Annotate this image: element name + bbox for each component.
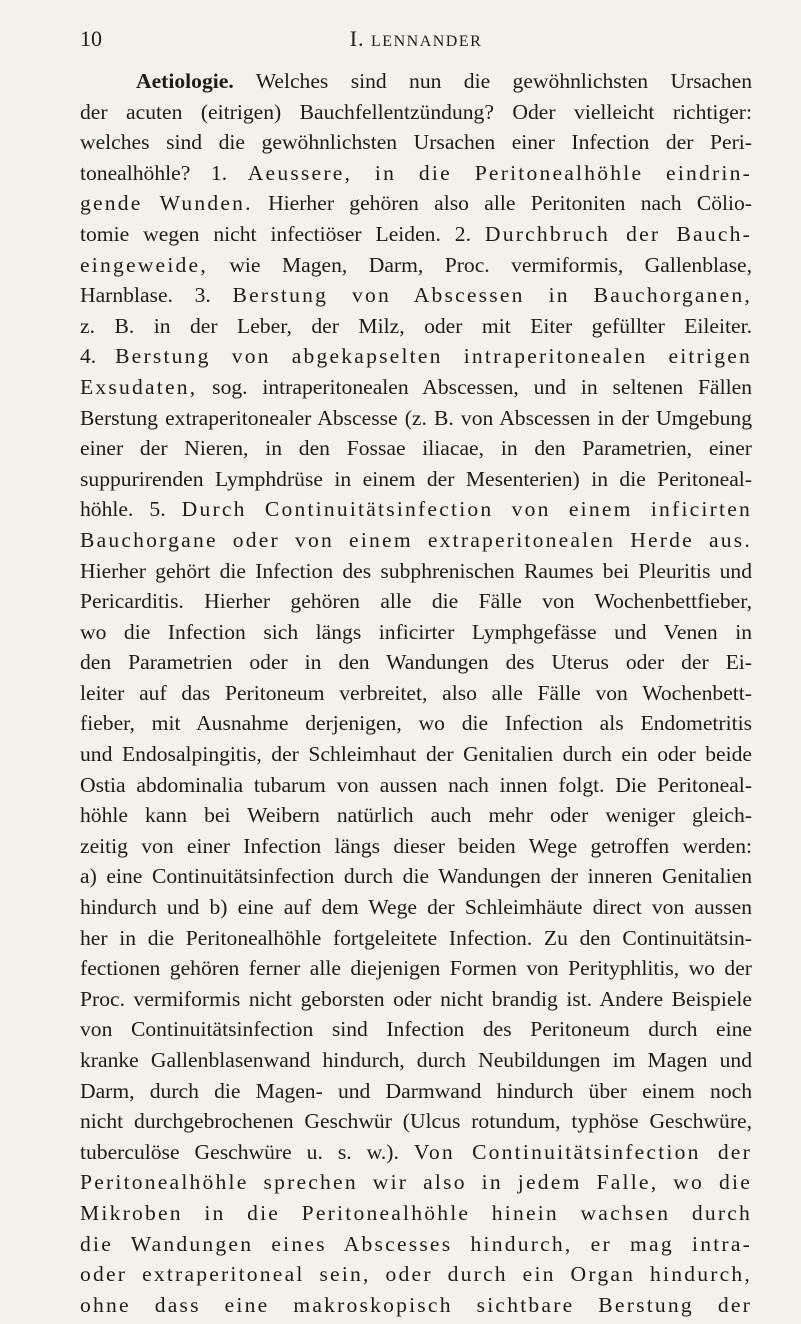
text-line: [80, 341, 752, 372]
text-line: [80, 66, 752, 97]
text-segment: Darm, durch die Magen- und Darmwand hindurch über einem noch: [80, 1078, 752, 1103]
text-line: [80, 97, 752, 128]
text-line: [80, 1198, 752, 1229]
text-line: [80, 1259, 752, 1290]
spaced-text: Exsudaten,: [80, 374, 198, 399]
text-line: [80, 586, 752, 617]
text-segment: und Endosalpingitis, der Schleimhaut der Genitalien durch ein oder beide: [80, 742, 752, 767]
spaced-text: eingeweide,: [80, 252, 208, 277]
spaced-text: die Wandungen eines Abscesses hindurch, er mag intra-: [80, 1231, 752, 1256]
text-segment: wo die Infection sich längs inficirter Lymphgefässe und Venen in: [80, 619, 752, 644]
text-segment: höhle. 5.: [80, 497, 182, 522]
text-line: [80, 219, 752, 250]
text-line: [80, 525, 752, 556]
text-segment: Welches sind nun die gewöhnlichsten Ursachen: [233, 69, 752, 93]
running-head-initial: I.: [349, 26, 372, 51]
spaced-text: Bauchorgane oder von einem extraperitonealen Herde aus.: [80, 527, 752, 552]
text-segment: fectionen gehören ferner alle diejenigen Formen von Perityphlitis, wo der: [80, 956, 752, 981]
text-line: [80, 158, 752, 189]
text-line: [80, 617, 752, 648]
text-segment: den Parametrien oder in den Wandungen des Uterus oder der Ei-: [80, 650, 752, 675]
text-line: [80, 556, 752, 587]
page-number: 10: [80, 26, 102, 51]
text-line: [80, 1014, 752, 1045]
text-line: [80, 250, 752, 281]
text-line: [80, 1106, 752, 1137]
text-segment: Proc. vermiformis nicht geborsten oder nicht brandig ist. Andere Beispiele: [80, 986, 752, 1011]
spaced-text: Peritonealhöhle sprechen wir also in jedem Falle, wo die: [80, 1170, 752, 1195]
text-line: [80, 127, 752, 158]
text-line: [80, 433, 752, 464]
text-segment: Ostia abdominalia tubarum von aussen nach innen folgt. Die Peritoneal-: [80, 772, 752, 797]
text-segment: wie Magen, Darm, Proc. vermiformis, Gallenblase,: [207, 252, 752, 277]
text-segment: welches sind die gewöhnlichsten Ursachen einer Infection der Peri-: [80, 130, 752, 155]
text-segment: tomie wegen nicht infectiöser Leiden. 2.: [80, 221, 485, 246]
text-line: [80, 1229, 752, 1260]
text-segment: fieber, mit Ausnahme derjenigen, wo die Infection als Endometritis: [80, 711, 752, 736]
spaced-text: Aeussere, in die Peritonealhöhle eindrin-: [247, 160, 752, 185]
text-segment: kranke Gallenblasenwand hindurch, durch Neubildungen im Magen und: [80, 1048, 752, 1072]
text-segment: von Continuitätsinfection sind Infection des Peritoneum durch eine: [80, 1017, 752, 1042]
text-line: [80, 984, 752, 1015]
text-segment: sog. intraperitonealen Abscessen, und in seltenen Fällen: [197, 374, 752, 399]
text-line: [80, 494, 752, 525]
text-segment: Hierher gehören also alle Peritoniten nach Cölio-: [252, 191, 752, 216]
text-line: [80, 861, 752, 892]
text-segment: Berstung extraperitonealer Abscesse (z. B. von Abscessen in der Umgebung: [80, 405, 752, 430]
text-line: [80, 311, 752, 342]
text-segment: einer der Nieren, in den Fossae iliacae, in den Parametrien, einer: [80, 436, 752, 461]
text-line: [80, 647, 752, 678]
text-line: [80, 188, 752, 219]
text-line: [80, 831, 752, 862]
text-line: [80, 1076, 752, 1107]
text-segment: Harnblase. 3.: [80, 283, 233, 308]
text-line: [80, 1290, 752, 1321]
page-header: [80, 24, 752, 54]
spaced-text: Durchbruch der Bauch-: [484, 221, 752, 246]
text-line: [80, 770, 752, 801]
spaced-text: oder extraperitoneal sein, oder durch ein Organ hindurch,: [80, 1262, 752, 1287]
running-head: [80, 24, 752, 57]
text-line: [80, 800, 752, 831]
spaced-text: gende Wunden.: [80, 191, 253, 216]
section-heading: Aetiologie.: [136, 69, 234, 93]
text-segment: 4.: [80, 344, 116, 369]
running-head-name: LENNANDER: [371, 33, 483, 50]
text-line: [80, 403, 752, 434]
spaced-text: Durch Continuitätsinfection von einem inficirten: [181, 497, 752, 522]
text-segment: Pericarditis. Hierher gehören alle die Fälle von Wochenbettfieber,: [80, 589, 752, 614]
text-segment: suppurirenden Lymphdrüse in einem der Mesenterien) in die Peritoneal-: [80, 466, 752, 491]
body-text: [80, 66, 752, 1320]
text-segment: leiter auf das Peritoneum verbreitet, also alle Fälle von Wochenbett-: [80, 680, 752, 705]
text-segment: her in die Peritonealhöhle fortgeleitete Infection. Zu den Continuitätsin-: [80, 925, 752, 950]
text-segment: höhle kann bei Weibern natürlich auch mehr oder weniger gleich-: [80, 803, 752, 828]
text-line: [80, 892, 752, 923]
spaced-text: Berstung von Abscessen in Bauchorganen,: [232, 283, 752, 308]
text-segment: Hierher gehört die Infection des subphrenischen Raumes bei Pleuritis und: [80, 558, 752, 583]
spaced-text: Von Continuitätsinfection der: [413, 1139, 752, 1164]
text-line: [80, 280, 752, 311]
text-segment: a) eine Continuitätsinfection durch die Wandungen der inneren Genitalien: [80, 864, 752, 889]
text-line: [80, 1167, 752, 1198]
text-segment: nicht durchgebrochenen Geschwür (Ulcus rotundum, typhöse Geschwüre,: [80, 1109, 752, 1134]
text-line: [80, 1045, 752, 1076]
text-segment: tonealhöhle? 1.: [80, 160, 248, 185]
spaced-text: ohne dass eine makroskopisch sichtbare Berstung der: [80, 1292, 752, 1317]
text-segment: zeitig von einer Infection längs dieser beiden Wege getroffen werden:: [80, 833, 752, 858]
text-segment: der acuten (eitrigen) Bauchfellentzündung? Oder vielleicht richtiger:: [80, 99, 752, 124]
text-segment: hindurch und b) eine auf dem Wege der Schleimhäute direct von aussen: [80, 895, 752, 920]
text-line: [80, 923, 752, 954]
text-line: [80, 678, 752, 709]
text-line: [80, 372, 752, 403]
spaced-text: Mikroben in die Peritonealhöhle hinein wachsen durch: [80, 1200, 752, 1225]
text-line: [80, 708, 752, 739]
text-segment: z. B. in der Leber, der Milz, oder mit Eiter gefüllter Eileiter.: [80, 313, 752, 338]
text-segment: tuberculöse Geschwüre u. s. w.).: [80, 1139, 414, 1164]
text-line: [80, 464, 752, 495]
text-line: [80, 739, 752, 770]
text-line: [80, 953, 752, 984]
text-line: [80, 1137, 752, 1168]
spaced-text: Berstung von abgekapselten intraperitonealen eitrigen: [115, 344, 752, 369]
